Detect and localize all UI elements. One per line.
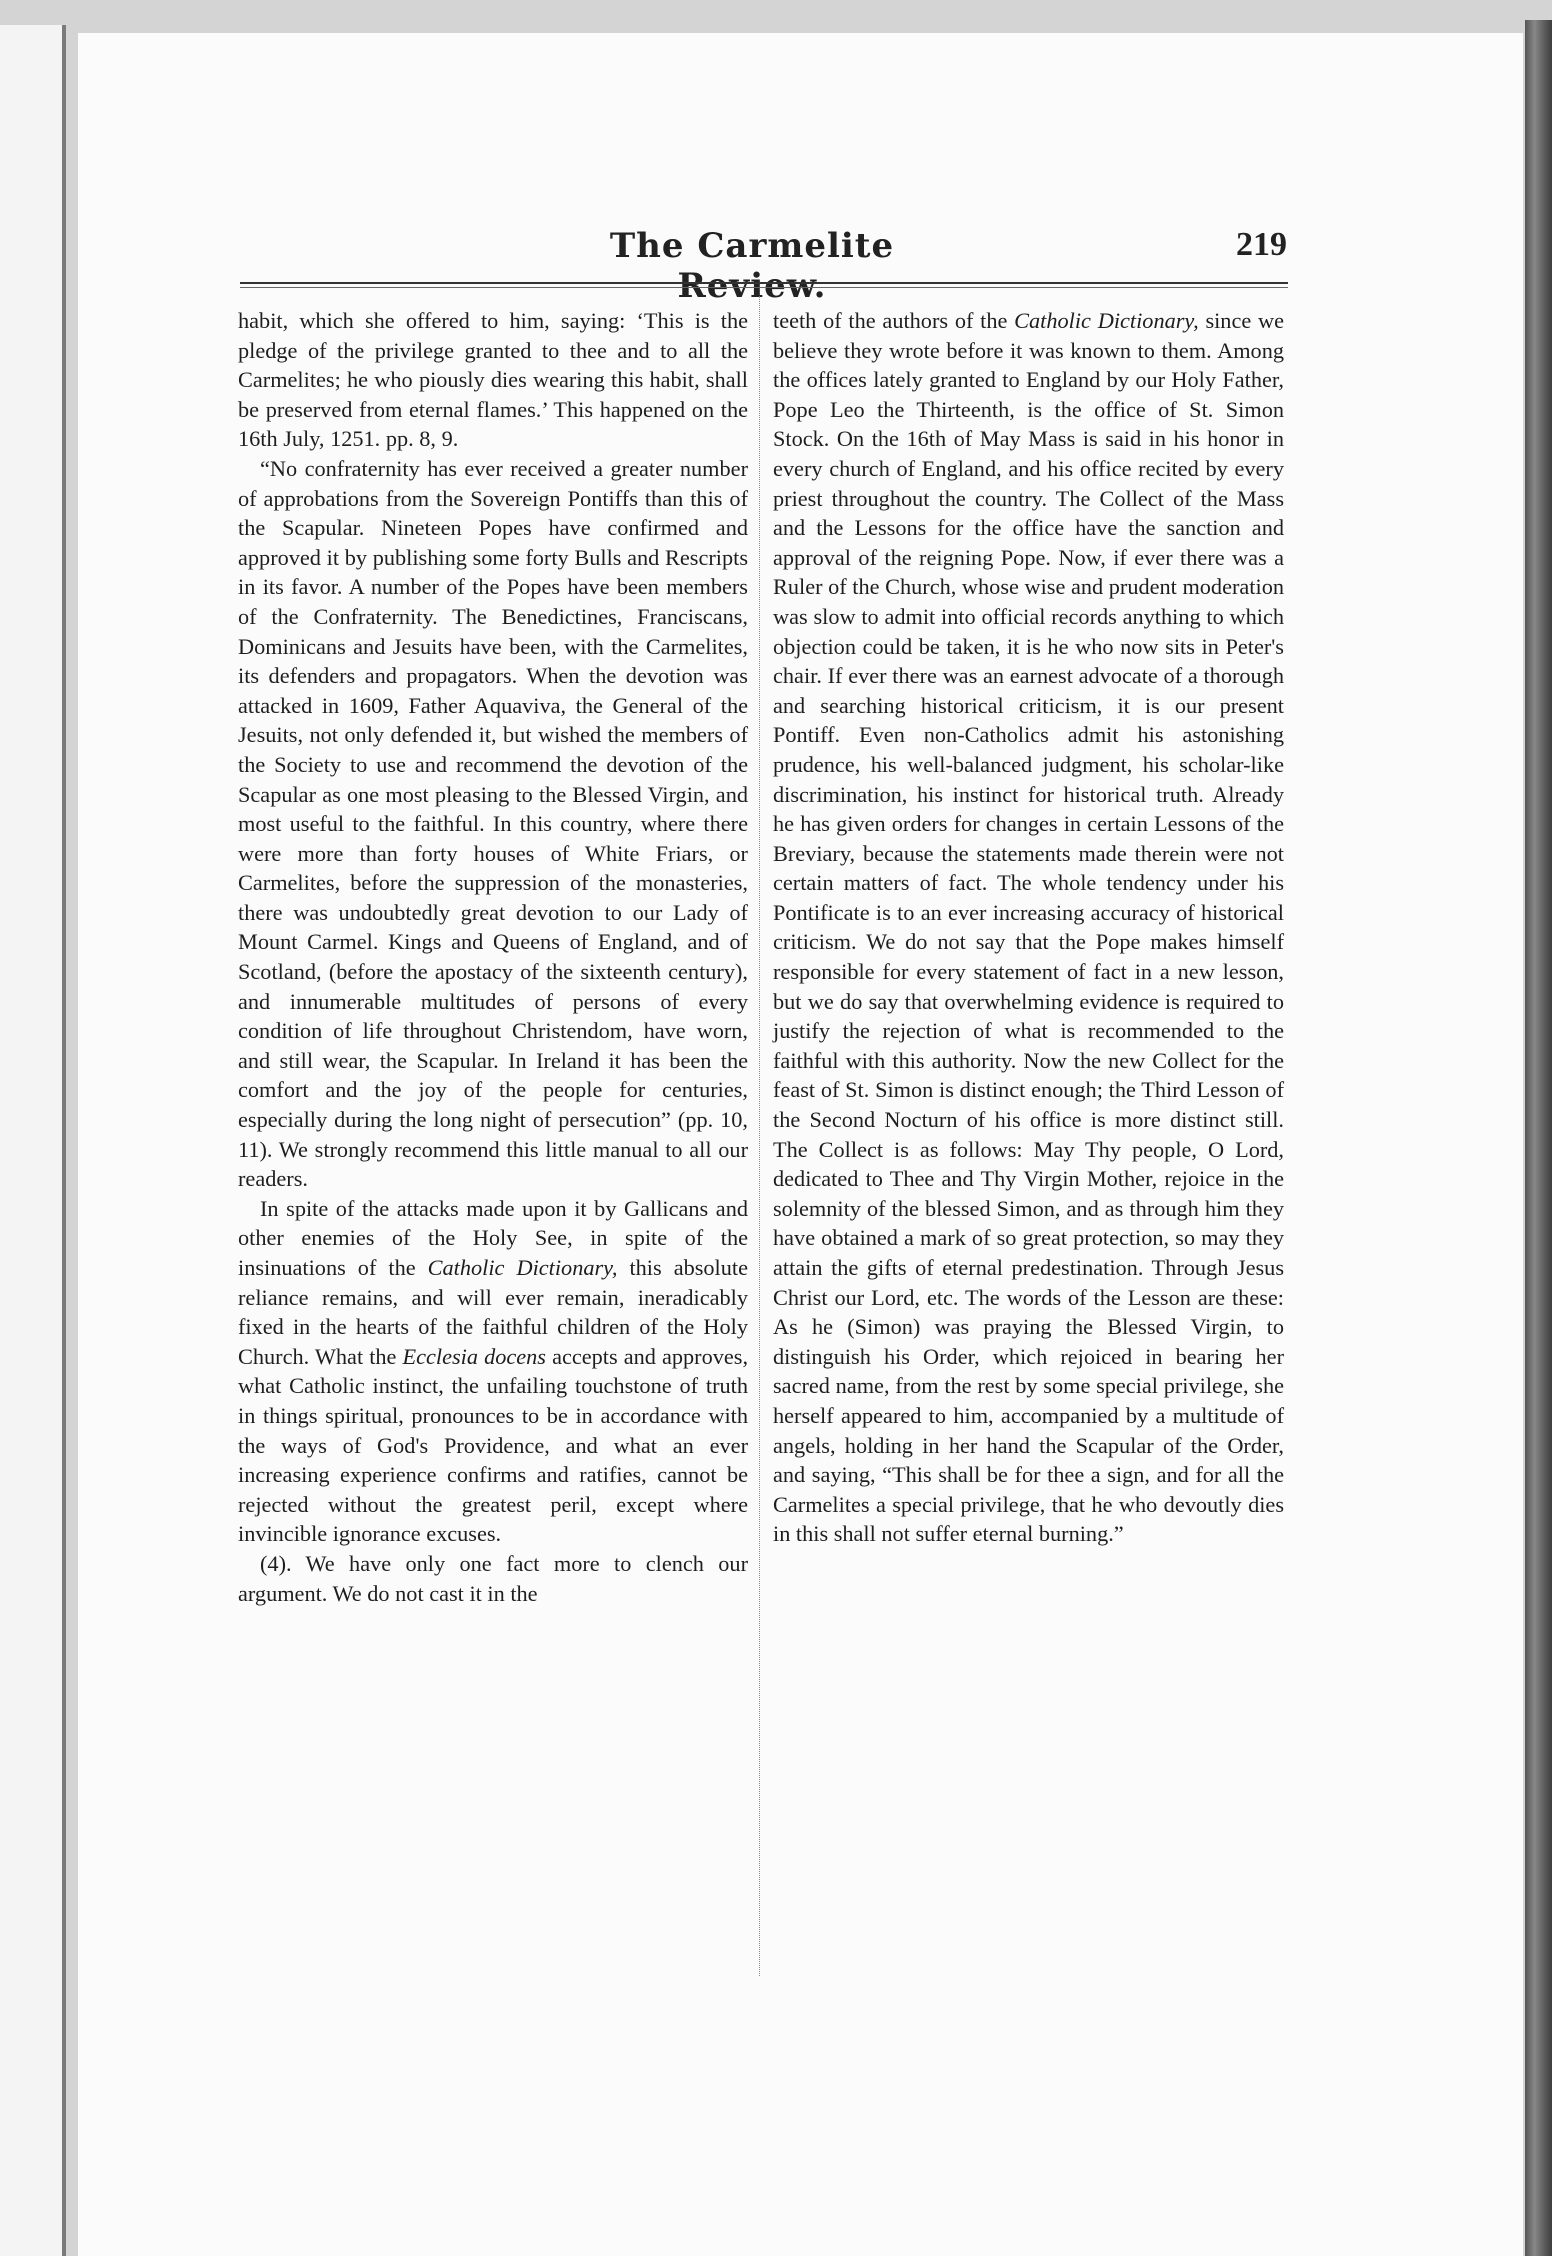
column-divider bbox=[759, 296, 760, 1976]
paragraph-3-text-b: this absolute reliance remains, and will ever remain, ineradicably fixed in the hearts of the faithful children of the Holy Church. What the bbox=[238, 1255, 748, 1369]
italic-ecclesia-docens: Ecclesia docens bbox=[402, 1343, 546, 1369]
book-spine-edge bbox=[1525, 20, 1552, 2256]
paragraph-3 bbox=[238, 1194, 748, 1549]
page-header bbox=[232, 226, 1287, 306]
paragraph-5-text-a: teeth of the authors of the bbox=[773, 308, 1008, 333]
paragraph-5-text-b: since we believe they wrote before it was known to them. Among the offices lately granted to England by our Holy Father, Pope Leo the Thirteenth, is the office of St. Simon Stock. On the 16th of May Mass is said in his honor in every church of England, and his office recited by every priest throughout the country. The Collect of the Mass and the Lessons for the office have the sanction and approval of the reigning Pope. Now, if ever there was a Ruler of the Church, whose wise and prudent moderation was slow to admit into official records anything to which objection could be taken, it is he who now sits in Peter's chair. If ever there was an earnest advocate of a thorough and searching historical criticism, it is our present Pontiff. Even non-Catholics admit his astonishing prudence, his well-balanced judgment, his scholar-like discrimination, his instinct for historical truth. Already he has given orders for changes in certain Lessons of the Breviary, because the statements made therein were not certain matters of fact. The whole tendency under his Pontificate is to an ever increasing accuracy of historical criticism. We do not say that the Pope makes himself responsible for every statement of fact in a new lesson, but we do say that overwhelming evidence is required to justify the rejection of what is recommended to the faithful with this authority. Now the new Collect for the feast of St. Simon is distinct enough; the Third Lesson of the Second Nocturn of his office is more distinct still. The Collect is as follows: May Thy people, O Lord, dedicated to Thee and Thy Virgin Mother, rejoice in the solemnity of the blessed Simon, and as through him they have obtained a mark of so great protection, so may they attain the gifts of eternal predestination. Through Jesus Christ our Lord, etc. The words of the Lesson are these: As he (Simon) was praying the Blessed Virgin, to distinguish his Order, which rejoiced in bearing her sacred name, from the rest by some special privilege, she herself appeared to him, accompanied by a multitude of angels, holding in her hand the Scapular of the Order, and saying, “This shall be for thee a sign, and for all the Carmelites a special privilege, that he who devoutly dies in this shall not suffer eternal burning.” bbox=[773, 308, 1285, 1547]
italic-title-catholic-dictionary: Catholic Dictionary, bbox=[427, 1255, 618, 1280]
paragraph-4: (4). We have only one fact more to clench our argument. We do not cast it in the bbox=[238, 1550, 748, 1606]
paragraph-3-text-a: In spite of the attacks made upon it by Gallicans and other enemies of the Holy See, in spite of the insinuations of the bbox=[238, 1195, 748, 1280]
right-column bbox=[773, 306, 1284, 1549]
left-column bbox=[238, 306, 748, 1608]
italic-title-catholic-dictionary-2: Catholic Dictionary, bbox=[1014, 308, 1199, 333]
paragraph-3-text-c: accepts and approves, what Catholic instinct, the unfailing touchstone of truth in things spiritual, pronounces to be in accordance with the ways of God's Providence, and what an ever increasing experience confirms and ratifies, cannot be rejected without the greatest peril, except where invincible ignorance excuses. bbox=[238, 1343, 749, 1547]
facing-page-edge bbox=[0, 25, 66, 2256]
paragraph-1: habit, which she offered to him, saying: ‘This is the pledge of the privilege granted to thee and to all the Carmelites; he who piously dies wearing this habit, shall be preserved from eternal flames.’ This happened on the 16th July, 1251. pp. 8, 9. bbox=[238, 308, 748, 452]
page-number: 219 bbox=[1236, 226, 1287, 263]
header-rule bbox=[240, 282, 1288, 288]
paragraph-5 bbox=[773, 306, 1284, 1549]
running-title: The Carmelite Review. bbox=[609, 226, 895, 306]
paragraph-2: “No confraternity has ever received a greater number of approbations from the Sovereign Pontiffs than this of the Scapular. Nineteen Popes have confirmed and approved it by publishing some forty Bulls and Rescripts in its favor. A number of the Popes have been members of the Confraternity. The Benedictines, Franciscans, Dominicans and Jesuits have been, with the Carmelites, its defenders and propagators. When the devotion was attacked in 1609, Father Aquaviva, the General of the Jesuits, not only defended it, but wished the members of the Society to use and recommend the devotion of the Scapular as one most pleasing to the Blessed Virgin, and most useful to the faithful. In this country, where there were more than forty houses of White Friars, or Carmelites, before the suppression of the monasteries, there was undoubtedly great devotion to our Lady of Mount Carmel. Kings and Queens of England, and of Scotland, (before the apostacy of the sixteenth century), and innumerable multitudes of persons of every condition of life throughout Christendom, have worn, and still wear, the Scapular. In Ireland it has been the comfort and the joy of the people for centuries, especially during the long night of persecution” (pp. 10, 11). We strongly recommend this little manual to all our readers. bbox=[238, 455, 748, 1192]
